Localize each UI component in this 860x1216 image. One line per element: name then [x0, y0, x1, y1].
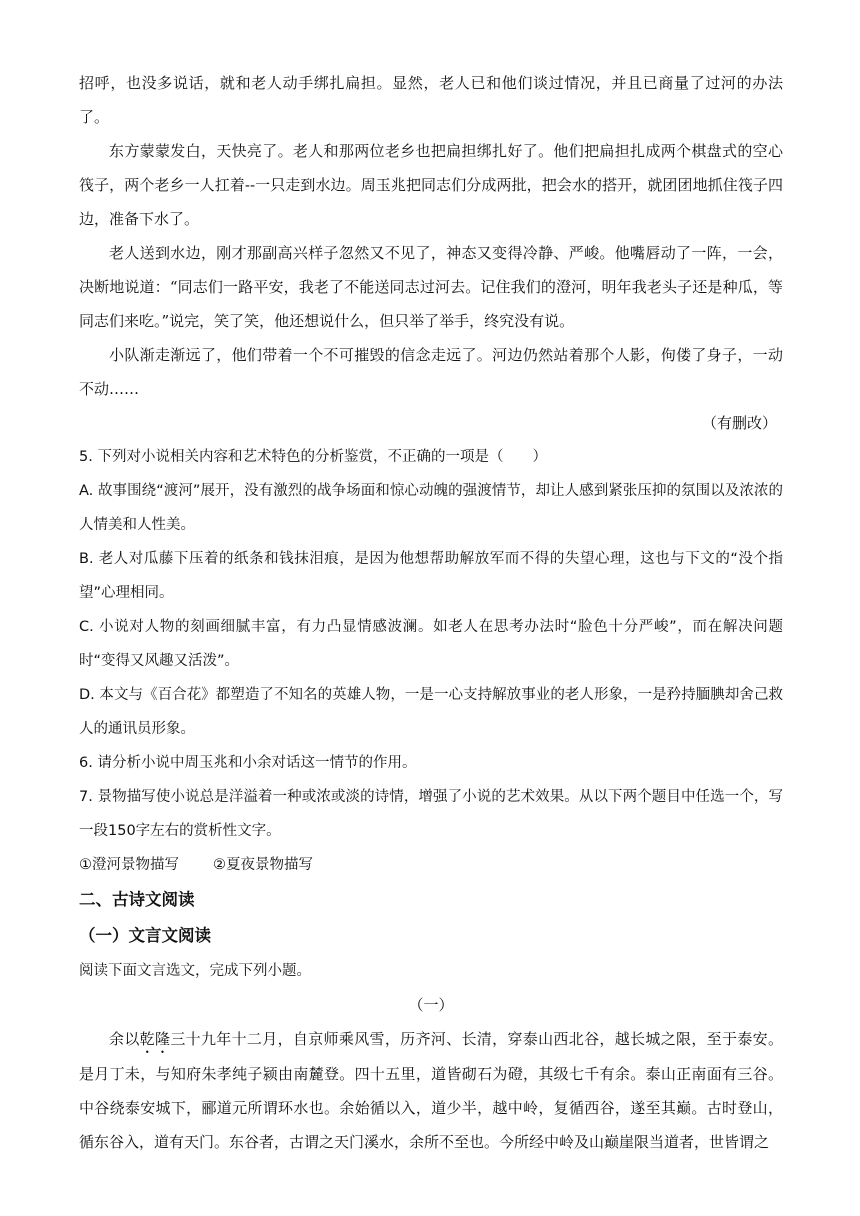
question-5-option-d: D. 本文与《百合花》都塑造了不知名的英雄人物，一是一心支持解放事业的老人形象，一是矜持腼腆却舍己救人的通讯员形象。 — [79, 687, 783, 737]
passage-text-post: 三十九年十二月，自京师乘风雪，历齐河、长清，穿泰山西北谷，越长城之限，至于泰安。是月丁未，与知府朱孝纯子颍由南麓登。四十五里，道皆砌石为磴，其级七千有余。泰山正南面有三谷。中谷绕泰安城下，郦道元所谓环水也。余始循以入，道少半，越中岭，复循西谷，遂至其巅。古时登山，循东谷入，道有天门。东谷者，古谓之天门溪水，余所不至也。今所经中岭及山巅崖限当道者，世皆谓之 — [79, 1030, 783, 1151]
passage-text-emphasis: 乾隆 — [139, 1030, 171, 1048]
question-6: 6. 请分析小说中周玉兆和小余对话这一情节的作用。 — [79, 755, 417, 771]
question-5-option-b: B. 老人对瓜藤下压着的纸条和钱抹泪痕，是因为他想帮助解放军而不得的失望心理，这也与下文的“没个指望”心理相同。 — [79, 551, 783, 601]
question-7-stem: 7. 景物描写使小说总是洋溢着一种或浓或淡的诗情，增强了小说的艺术效果。从以下两个题目中任选一个，写一段150字左右的赏析性文字。 — [79, 789, 783, 839]
story-paragraph-3: 老人送到水边，刚才那副高兴样子忽然又不见了，神态又变得冷静、严峻。他嘴唇动了一阵，一会，决断地说道：“同志们一路平安，我老了不能送同志过河去。记住我们的澄河，明年我老头子还是种瓜，等同志们来吃。”说完，笑了笑，他还想说什么，但只举了举手，终究没有说。 — [79, 244, 783, 330]
question-7-choice-2: ②夏夜景物描写 — [213, 857, 313, 873]
question-7-choices — [79, 848, 783, 882]
section-heading: 二、古诗文阅读 — [79, 890, 195, 909]
passage-label: （一） — [408, 996, 454, 1014]
question-7-choice-1: ①澄河景物描写 — [79, 857, 179, 873]
passage-text-pre: 余以 — [109, 1030, 140, 1048]
document-page — [79, 66, 783, 1159]
question-5-stem: 5. 下列对小说相关内容和艺术特色的分析鉴赏，不正确的一项是（ ） — [79, 449, 547, 465]
story-paragraph-1: 招呼，也没多说话，就和老人动手绑扎扁担。显然，老人已和他们谈过情况，并且已商量了过河的办法了。 — [79, 74, 783, 126]
question-5-option-c: C. 小说对人物的刻画细腻丰富，有力凸显情感波澜。如老人在思考办法时“脸色十分严峻”，而在解决问题时“变得又风趣又活泼”。 — [79, 619, 783, 669]
story-paragraph-4: 小队渐走渐远了，他们带着一个不可摧毁的信念走远了。河边仍然站着那个人影，佝偻了身子，一动不动…… — [79, 346, 783, 398]
section-instruction: 阅读下面文言选文，完成下列小题。 — [79, 963, 311, 979]
source-note: （有删改） — [701, 414, 777, 432]
classical-passage — [79, 1022, 783, 1159]
story-paragraph-2: 东方蒙蒙发白，天快亮了。老人和那两位老乡也把扁担绑扎好了。他们把扁担扎成两个棋盘式的空心筏子，两个老乡一人扛着--一只走到水边。周玉兆把同志们分成两批，把会水的搭开，就团团地抓住筏子四边，准备下水了。 — [79, 142, 783, 228]
sub-section-heading: （一）文言文阅读 — [79, 926, 211, 945]
question-5-option-a: A. 故事围绕“渡河”展开，没有激烈的战争场面和惊心动魄的强渡情节，却让人感到紧张压抑的氛围以及浓浓的人情美和人性美。 — [79, 483, 783, 533]
